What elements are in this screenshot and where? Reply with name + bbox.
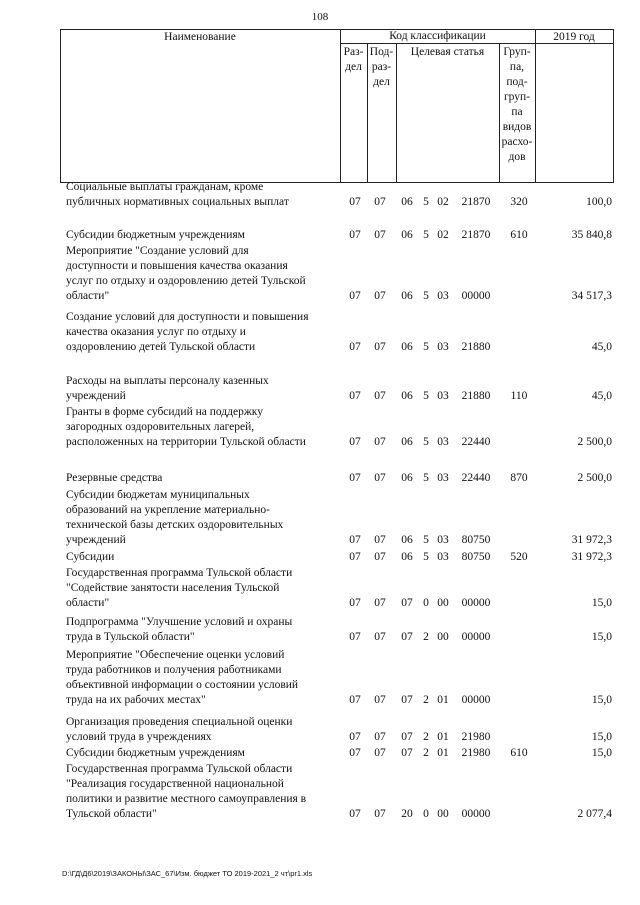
row-code-4: 02 xyxy=(437,196,449,208)
row-code-4: 03 xyxy=(437,436,449,448)
table-row xyxy=(0,405,640,450)
row-amount: 15,0 xyxy=(591,747,612,759)
header-podrazdel: Под- раз- дел xyxy=(369,46,394,88)
row-code-4: 03 xyxy=(437,551,449,563)
row-code-0: 07 xyxy=(349,631,361,643)
row-code-0: 07 xyxy=(349,390,361,402)
row-code-1: 07 xyxy=(374,551,386,563)
table-row xyxy=(0,715,640,745)
header-year: 2019 год xyxy=(553,31,595,43)
row-code-2: 06 xyxy=(401,551,413,563)
row-code-5: 00000 xyxy=(461,694,491,706)
row-name: Создание условий для доступности и повышения качества оказания услуг по отдыху и оздоровлению детей Тульской области xyxy=(66,311,309,353)
row-name: Субсидии xyxy=(66,551,115,563)
row-code-0: 07 xyxy=(349,196,361,208)
row-code-3: 5 xyxy=(423,341,429,353)
row-code-1: 07 xyxy=(374,196,386,208)
table-row xyxy=(0,228,640,243)
row-code-4: 01 xyxy=(437,694,449,706)
header-name: Наименование xyxy=(164,31,236,43)
row-amount: 15,0 xyxy=(591,694,612,706)
row-name: Субсидии бюджетным учреждениям xyxy=(66,229,245,241)
row-code-0: 07 xyxy=(349,551,361,563)
row-code-3: 5 xyxy=(423,551,429,563)
row-code-6: 320 xyxy=(510,196,528,208)
row-amount: 2 077,4 xyxy=(577,808,612,820)
row-code-4: 03 xyxy=(437,290,449,302)
row-code-5: 22440 xyxy=(461,472,491,484)
row-code-2: 06 xyxy=(401,534,413,546)
row-code-4: 01 xyxy=(437,731,449,743)
row-code-0: 07 xyxy=(349,341,361,353)
row-code-4: 02 xyxy=(437,229,449,241)
row-code-1: 07 xyxy=(374,436,386,448)
row-code-0: 07 xyxy=(349,597,361,609)
row-code-4: 03 xyxy=(437,390,449,402)
row-code-3: 5 xyxy=(423,472,429,484)
row-name: Субсидии бюджетным учреждениям xyxy=(66,747,245,759)
row-name: Субсидии бюджетам муниципальных образований на укрепление материально- технической базы детских оздоровительных учреждений xyxy=(66,489,284,546)
row-code-0: 07 xyxy=(349,472,361,484)
row-code-1: 07 xyxy=(374,341,386,353)
row-code-0: 07 xyxy=(349,436,361,448)
table-row xyxy=(0,471,640,486)
row-code-0: 07 xyxy=(349,534,361,546)
row-code-2: 06 xyxy=(401,229,413,241)
row-code-5: 22440 xyxy=(461,436,491,448)
row-name: Мероприятие "Создание условий для доступности и повышения качества оказания услуг по отдыху и оздоровлению детей Тульской области" xyxy=(66,245,306,302)
row-code-2: 06 xyxy=(401,390,413,402)
row-name: Организация проведения специальной оценки условий труда в учреждениях xyxy=(66,716,293,743)
row-code-0: 07 xyxy=(349,808,361,820)
row-code-6: 520 xyxy=(510,551,528,563)
row-code-3: 2 xyxy=(423,747,429,759)
table-row xyxy=(0,310,640,355)
table-row xyxy=(0,550,640,565)
row-code-3: 2 xyxy=(423,631,429,643)
table-row xyxy=(0,615,640,645)
row-code-5: 21980 xyxy=(461,747,491,759)
row-code-1: 07 xyxy=(374,290,386,302)
row-code-1: 07 xyxy=(374,808,386,820)
row-code-3: 5 xyxy=(423,196,429,208)
page-number: 108 xyxy=(311,11,329,23)
row-code-4: 03 xyxy=(437,472,449,484)
row-code-2: 06 xyxy=(401,341,413,353)
row-code-1: 07 xyxy=(374,472,386,484)
header-code: Код классификации xyxy=(389,30,486,42)
row-code-2: 20 xyxy=(401,808,413,820)
row-code-0: 07 xyxy=(349,290,361,302)
row-code-1: 07 xyxy=(374,390,386,402)
row-code-4: 00 xyxy=(437,597,449,609)
row-code-3: 5 xyxy=(423,534,429,546)
row-code-6: 870 xyxy=(510,472,528,484)
row-code-4: 00 xyxy=(437,808,449,820)
header-target: Целевая статья xyxy=(410,46,485,58)
row-code-0: 07 xyxy=(349,747,361,759)
row-code-6: 110 xyxy=(510,390,528,402)
table-header xyxy=(60,29,614,182)
row-code-5: 21880 xyxy=(461,341,491,353)
table-row xyxy=(0,566,640,611)
row-name: Подпрограмма "Улучшение условий и охраны труда в Тульской области" xyxy=(66,616,293,643)
table-row xyxy=(0,180,640,210)
row-code-4: 00 xyxy=(437,631,449,643)
row-code-2: 06 xyxy=(401,290,413,302)
row-code-3: 2 xyxy=(423,731,429,743)
row-amount: 34 517,3 xyxy=(571,290,612,302)
row-code-2: 06 xyxy=(401,436,413,448)
row-code-5: 21870 xyxy=(461,196,491,208)
table-row xyxy=(0,762,640,822)
row-code-0: 07 xyxy=(349,694,361,706)
row-name: Государственная программа Тульской области "Содействие занятости населения Тульской области" xyxy=(66,567,293,609)
row-code-6: 610 xyxy=(510,747,528,759)
row-code-5: 00000 xyxy=(461,808,491,820)
row-code-6: 610 xyxy=(510,229,528,241)
row-name: Гранты в форме субсидий на поддержку загородных оздоровительных лагерей, расположенных на территории Тульской области xyxy=(66,406,306,448)
row-code-5: 00000 xyxy=(461,631,491,643)
row-code-2: 07 xyxy=(401,631,413,643)
row-code-3: 0 xyxy=(423,597,429,609)
row-code-5: 21870 xyxy=(461,229,491,241)
row-code-3: 2 xyxy=(423,694,429,706)
row-code-2: 07 xyxy=(401,694,413,706)
table-row xyxy=(0,648,640,708)
row-code-5: 80750 xyxy=(461,551,491,563)
row-amount: 15,0 xyxy=(591,631,612,643)
row-code-5: 00000 xyxy=(461,290,491,302)
row-code-1: 07 xyxy=(374,731,386,743)
row-code-1: 07 xyxy=(374,534,386,546)
header-group: Груп- па, под- груп- па видов расхо- дов xyxy=(501,46,533,163)
row-amount: 45,0 xyxy=(591,390,612,402)
row-code-5: 80750 xyxy=(461,534,491,546)
row-amount: 31 972,3 xyxy=(571,551,612,563)
row-name: Резервные средства xyxy=(66,472,163,484)
table-row xyxy=(0,244,640,304)
row-name: Социальные выплаты гражданам, кроме публичных нормативных социальных выплат xyxy=(66,181,289,208)
row-code-0: 07 xyxy=(349,731,361,743)
row-code-2: 07 xyxy=(401,731,413,743)
table-row xyxy=(0,488,640,548)
row-code-5: 21980 xyxy=(461,731,491,743)
row-code-4: 01 xyxy=(437,747,449,759)
row-code-3: 5 xyxy=(423,390,429,402)
row-code-3: 5 xyxy=(423,229,429,241)
row-amount: 31 972,3 xyxy=(571,534,612,546)
row-code-4: 03 xyxy=(437,534,449,546)
row-code-1: 07 xyxy=(374,631,386,643)
row-code-1: 07 xyxy=(374,597,386,609)
row-code-4: 03 xyxy=(437,341,449,353)
row-name: Расходы на выплаты персоналу казенных учреждений xyxy=(66,375,269,402)
row-amount: 100,0 xyxy=(586,196,612,208)
row-code-1: 07 xyxy=(374,747,386,759)
file-path: D:\ГД\Д6\2019\ЗАКОНЫ\ЗАС_67\Изм. бюджет ТО 2019-2021_2 чт\pr1.xls xyxy=(62,869,313,878)
row-code-5: 21880 xyxy=(461,390,491,402)
row-amount: 15,0 xyxy=(591,597,612,609)
row-code-2: 06 xyxy=(401,472,413,484)
row-amount: 2 500,0 xyxy=(577,436,612,448)
row-code-5: 00000 xyxy=(461,597,491,609)
row-code-3: 5 xyxy=(423,436,429,448)
table-row xyxy=(0,374,640,404)
row-amount: 2 500,0 xyxy=(577,472,612,484)
row-code-1: 07 xyxy=(374,694,386,706)
row-code-3: 0 xyxy=(423,808,429,820)
row-code-2: 07 xyxy=(401,747,413,759)
row-amount: 35 840,8 xyxy=(571,229,612,241)
row-name: Мероприятие "Обеспечение оценки условий труда работников и получения работниками объективной информации о состоянии условий труда на их рабочих местах" xyxy=(66,649,299,706)
row-code-2: 06 xyxy=(401,196,413,208)
row-amount: 15,0 xyxy=(591,731,612,743)
row-name: Государственная программа Тульской области "Реализация государственной национальной политики и развитие местного самоуправления в Тульской области" xyxy=(66,763,307,820)
table-row xyxy=(0,746,640,761)
row-code-2: 07 xyxy=(401,597,413,609)
header-razdel: Раз- дел xyxy=(343,46,364,73)
row-code-0: 07 xyxy=(349,229,361,241)
row-code-1: 07 xyxy=(374,229,386,241)
row-code-3: 5 xyxy=(423,290,429,302)
row-amount: 45,0 xyxy=(591,341,612,353)
